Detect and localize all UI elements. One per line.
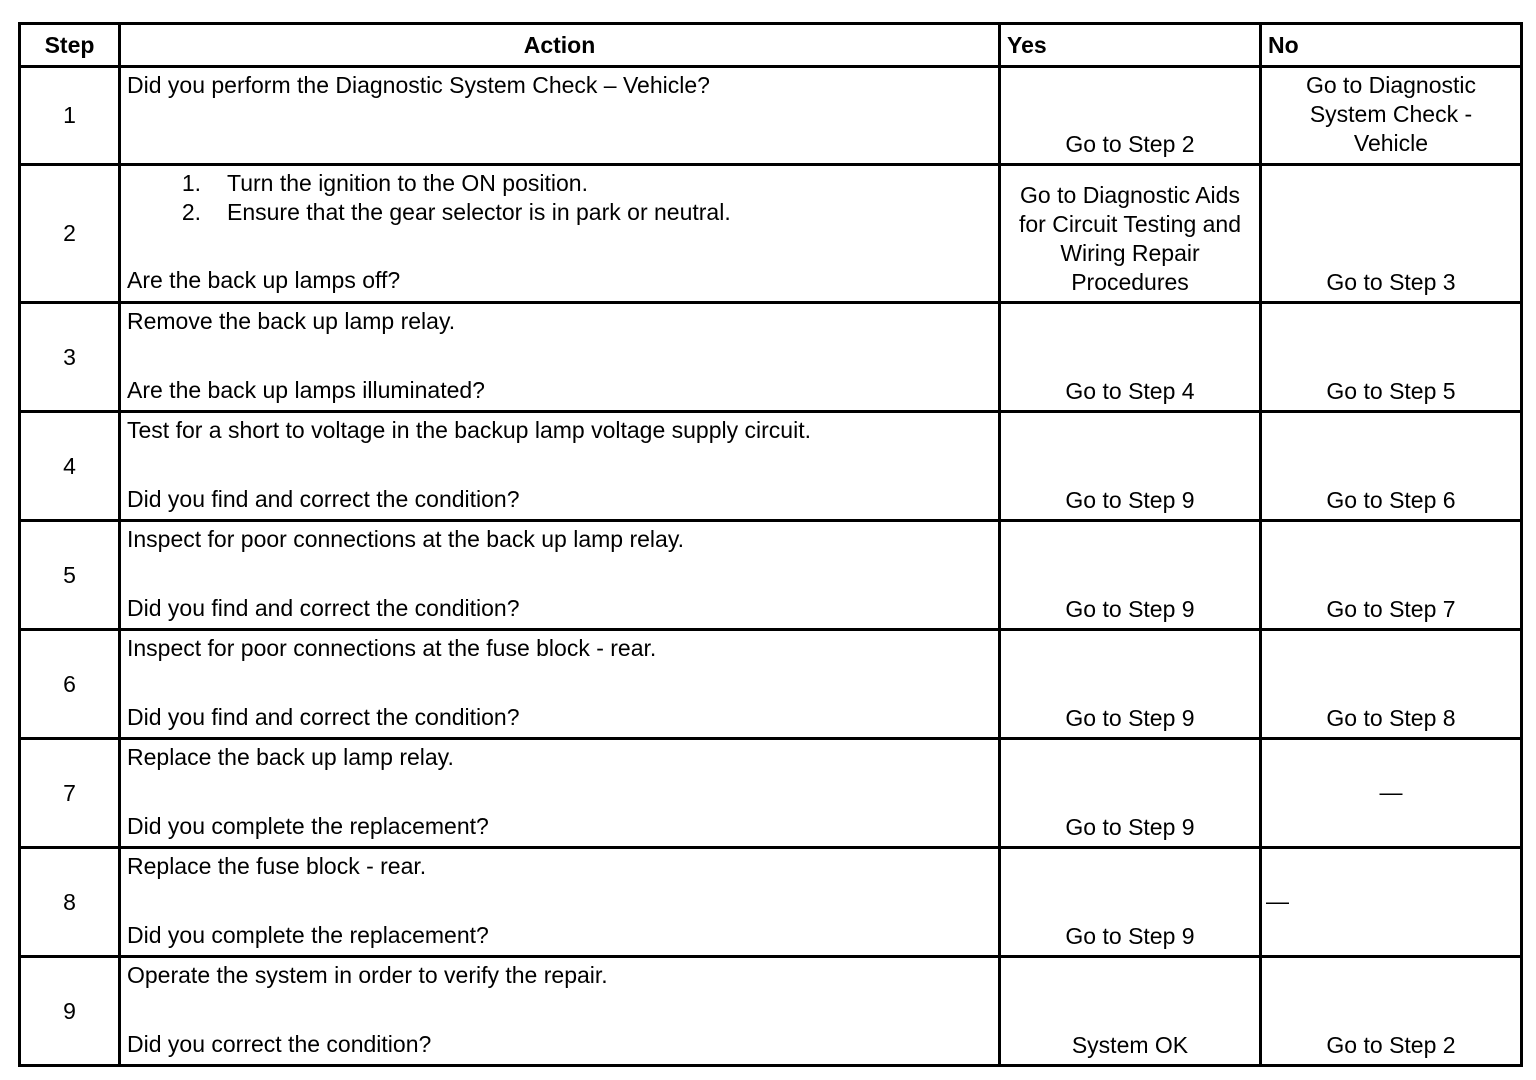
table-row	[20, 165, 1522, 303]
step-number: 5	[20, 521, 120, 630]
action-instruction: Did you perform the Diagnostic System Check – Vehicle?	[127, 72, 710, 98]
header-row	[20, 24, 1522, 67]
no-result: —	[1261, 739, 1522, 848]
step-number: 4	[20, 412, 120, 521]
action-cell	[120, 630, 1000, 739]
yes-result: Go to Step 9	[1000, 630, 1261, 739]
step-number: 6	[20, 630, 120, 739]
step-number: 8	[20, 848, 120, 957]
header-step: Step	[20, 24, 120, 67]
table-row	[20, 67, 1522, 165]
action-cell	[120, 739, 1000, 848]
no-result: Go to Step 5	[1261, 303, 1522, 412]
yes-result: Go to Step 9	[1000, 521, 1261, 630]
yes-result: Go to Step 9	[1000, 739, 1261, 848]
yes-result: Go to Step 9	[1000, 848, 1261, 957]
yes-result: Go to Step 9	[1000, 412, 1261, 521]
action-instruction: Test for a short to voltage in the backup lamp voltage supply circuit.	[127, 417, 811, 443]
table-row	[20, 739, 1522, 848]
action-question: Are the back up lamps illuminated?	[127, 377, 485, 403]
substep-item	[127, 169, 992, 198]
step-number: 1	[20, 67, 120, 165]
action-question: Did you find and correct the condition?	[127, 704, 520, 730]
action-instruction: Remove the back up lamp relay.	[127, 308, 456, 334]
action-question: Are the back up lamps off?	[127, 267, 401, 293]
action-instruction: Replace the fuse block - rear.	[127, 853, 427, 879]
header-action: Action	[120, 24, 1000, 67]
no-result: —	[1261, 848, 1522, 957]
no-result: Go to Step 2	[1261, 957, 1522, 1066]
no-result: Go to Step 3	[1261, 165, 1522, 303]
step-number: 2	[20, 165, 120, 303]
table-row	[20, 848, 1522, 957]
table-row	[20, 957, 1522, 1066]
action-cell	[120, 165, 1000, 303]
step-number: 3	[20, 303, 120, 412]
action-cell	[120, 412, 1000, 521]
no-result: Go to Step 6	[1261, 412, 1522, 521]
table-row	[20, 303, 1522, 412]
diagnostic-table	[18, 22, 1523, 1067]
action-cell	[120, 303, 1000, 412]
no-result: Go to Step 8	[1261, 630, 1522, 739]
action-cell	[120, 67, 1000, 165]
action-instruction: Inspect for poor connections at the back up lamp relay.	[127, 526, 684, 552]
substep-text: Ensure that the gear selector is in park or neutral.	[227, 199, 731, 225]
header-yes: Yes	[1000, 24, 1261, 67]
action-instruction: Inspect for poor connections at the fuse block - rear.	[127, 635, 657, 661]
substep-text: Turn the ignition to the ON position.	[227, 170, 588, 196]
substep-number: 2.	[181, 199, 201, 225]
action-cell	[120, 521, 1000, 630]
header-no: No	[1261, 24, 1522, 67]
action-question: Did you complete the replacement?	[127, 813, 489, 839]
no-result: Go to Diagnostic System Check - Vehicle	[1261, 67, 1522, 165]
substep-item	[127, 198, 992, 227]
substep-list	[127, 169, 992, 227]
action-cell	[120, 957, 1000, 1066]
action-question: Did you correct the condition?	[127, 1031, 432, 1057]
table-row	[20, 521, 1522, 630]
step-number: 9	[20, 957, 120, 1066]
yes-result: Go to Step 2	[1000, 67, 1261, 165]
action-instruction: Replace the back up lamp relay.	[127, 744, 454, 770]
action-question: Did you find and correct the condition?	[127, 595, 520, 621]
action-question: Did you find and correct the condition?	[127, 486, 520, 512]
action-cell	[120, 848, 1000, 957]
action-instruction: Operate the system in order to verify the repair.	[127, 962, 608, 988]
table-row	[20, 412, 1522, 521]
yes-result: Go to Step 4	[1000, 303, 1261, 412]
no-result: Go to Step 7	[1261, 521, 1522, 630]
yes-result: System OK	[1000, 957, 1261, 1066]
table-row	[20, 630, 1522, 739]
yes-result: Go to Diagnostic Aids for Circuit Testing and Wiring Repair Procedures	[1000, 165, 1261, 303]
step-number: 7	[20, 739, 120, 848]
substep-number: 1.	[181, 170, 201, 196]
action-question: Did you complete the replacement?	[127, 922, 489, 948]
